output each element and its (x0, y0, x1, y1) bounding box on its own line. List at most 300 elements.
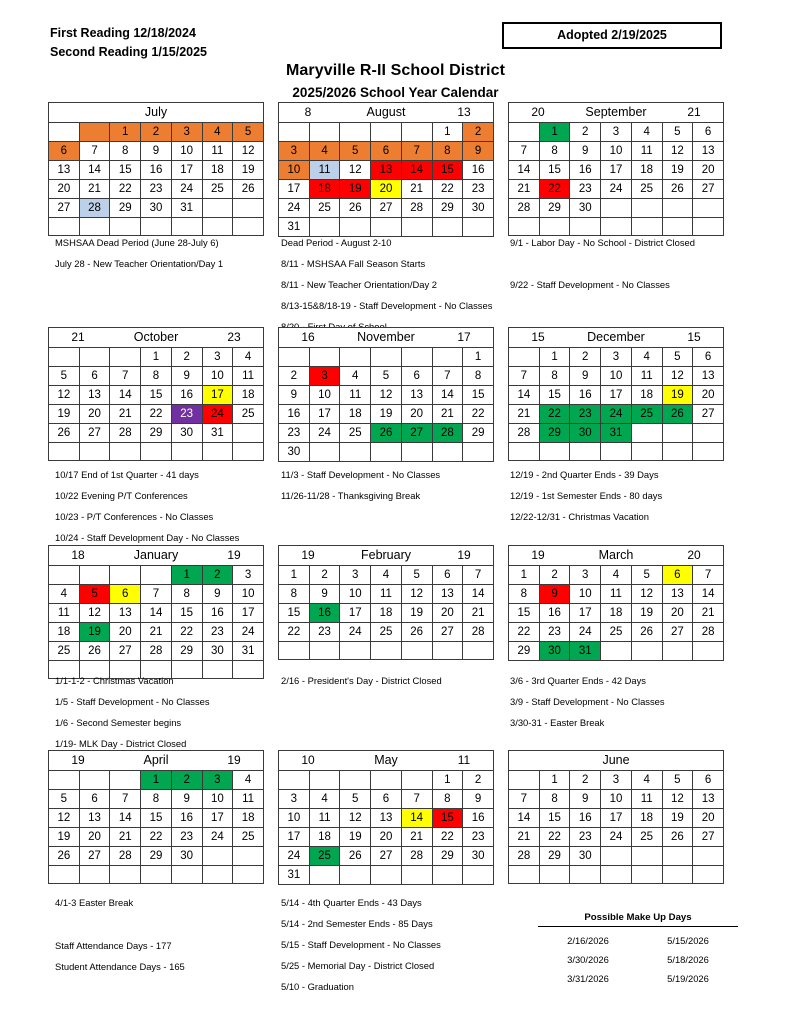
day-cell[interactable]: 28 (693, 623, 724, 642)
day-cell[interactable]: 12 (79, 604, 110, 623)
day-cell[interactable]: 7 (79, 142, 110, 161)
day-cell[interactable]: 14 (79, 161, 110, 180)
day-cell[interactable]: 24 (279, 847, 310, 866)
day-cell[interactable]: 30 (463, 199, 494, 218)
day-cell[interactable]: 10 (202, 367, 233, 386)
day-cell[interactable]: 31 (171, 199, 202, 218)
day-cell[interactable]: 26 (631, 623, 662, 642)
day-cell[interactable]: 9 (279, 386, 310, 405)
day-cell[interactable]: 1 (509, 566, 540, 585)
day-cell[interactable]: 27 (693, 828, 724, 847)
day-cell[interactable]: 13 (693, 367, 724, 386)
day-cell[interactable]: 25 (601, 623, 632, 642)
day-cell[interactable]: 17 (233, 604, 264, 623)
day-cell[interactable]: 26 (371, 424, 402, 443)
day-cell[interactable]: 10 (171, 142, 202, 161)
day-cell[interactable]: 21 (509, 828, 540, 847)
day-cell[interactable]: 26 (340, 199, 371, 218)
day-cell[interactable]: 17 (340, 604, 371, 623)
day-cell[interactable]: 3 (570, 566, 601, 585)
day-cell[interactable]: 8 (279, 585, 310, 604)
day-cell[interactable]: 29 (539, 847, 570, 866)
day-cell[interactable]: 30 (171, 424, 202, 443)
day-cell[interactable]: 14 (509, 386, 540, 405)
day-cell[interactable]: 22 (110, 180, 141, 199)
day-cell[interactable]: 3 (279, 142, 310, 161)
day-cell[interactable]: 10 (279, 809, 310, 828)
day-cell[interactable]: 18 (309, 828, 340, 847)
day-cell[interactable]: 11 (631, 367, 662, 386)
day-cell[interactable]: 4 (631, 123, 662, 142)
day-cell[interactable]: 2 (539, 566, 570, 585)
day-cell[interactable]: 9 (309, 585, 340, 604)
day-cell[interactable]: 16 (141, 161, 172, 180)
day-cell[interactable]: 8 (110, 142, 141, 161)
day-cell[interactable]: 12 (233, 142, 264, 161)
day-cell[interactable]: 6 (693, 771, 724, 790)
day-cell[interactable]: 16 (463, 161, 494, 180)
day-cell[interactable]: 1 (539, 348, 570, 367)
day-cell[interactable]: 18 (631, 809, 662, 828)
day-cell[interactable]: 21 (110, 405, 141, 424)
day-cell[interactable]: 23 (570, 828, 601, 847)
day-cell[interactable]: 5 (79, 585, 110, 604)
day-cell[interactable]: 23 (309, 623, 340, 642)
day-cell[interactable]: 13 (49, 161, 80, 180)
day-cell[interactable]: 31 (202, 424, 233, 443)
day-cell[interactable]: 26 (233, 180, 264, 199)
day-cell[interactable]: 30 (463, 847, 494, 866)
day-cell[interactable]: 24 (309, 424, 340, 443)
day-cell[interactable]: 2 (141, 123, 172, 142)
day-cell[interactable]: 23 (463, 180, 494, 199)
day-cell[interactable]: 15 (463, 386, 494, 405)
day-cell[interactable]: 25 (631, 180, 662, 199)
day-cell[interactable]: 11 (340, 386, 371, 405)
day-cell[interactable]: 6 (693, 123, 724, 142)
day-cell[interactable]: 12 (371, 386, 402, 405)
day-cell[interactable]: 26 (401, 623, 432, 642)
day-cell[interactable]: 17 (601, 386, 632, 405)
day-cell[interactable]: 28 (509, 847, 540, 866)
day-cell[interactable]: 22 (432, 828, 463, 847)
day-cell[interactable]: 28 (401, 847, 432, 866)
day-cell[interactable]: 23 (539, 623, 570, 642)
day-cell[interactable]: 29 (463, 424, 494, 443)
day-cell[interactable]: 14 (401, 809, 432, 828)
day-cell[interactable]: 7 (401, 142, 432, 161)
day-cell[interactable]: 21 (401, 180, 432, 199)
day-cell[interactable]: 20 (662, 604, 693, 623)
day-cell[interactable]: 18 (340, 405, 371, 424)
day-cell[interactable]: 10 (570, 585, 601, 604)
day-cell[interactable]: 2 (202, 566, 233, 585)
day-cell[interactable]: 8 (171, 585, 202, 604)
day-cell[interactable]: 9 (141, 142, 172, 161)
day-cell[interactable]: 3 (202, 771, 233, 790)
day-cell[interactable]: 14 (509, 161, 540, 180)
day-cell[interactable]: 6 (693, 348, 724, 367)
day-cell[interactable]: 24 (601, 180, 632, 199)
day-cell[interactable]: 28 (509, 424, 540, 443)
day-cell[interactable]: 1 (279, 566, 310, 585)
day-cell[interactable]: 21 (79, 180, 110, 199)
day-cell[interactable]: 24 (601, 828, 632, 847)
day-cell[interactable]: 11 (601, 585, 632, 604)
day-cell[interactable]: 16 (171, 386, 202, 405)
day-cell[interactable]: 14 (110, 809, 141, 828)
day-cell[interactable]: 16 (570, 386, 601, 405)
day-cell[interactable]: 19 (662, 386, 693, 405)
day-cell[interactable]: 7 (432, 367, 463, 386)
day-cell[interactable]: 8 (141, 367, 172, 386)
day-cell[interactable]: 20 (49, 180, 80, 199)
day-cell[interactable]: 1 (539, 771, 570, 790)
day-cell[interactable]: 4 (631, 348, 662, 367)
day-cell[interactable]: 16 (279, 405, 310, 424)
day-cell[interactable]: 4 (631, 771, 662, 790)
day-cell[interactable]: 27 (79, 847, 110, 866)
day-cell[interactable]: 19 (371, 405, 402, 424)
day-cell[interactable]: 20 (79, 405, 110, 424)
day-cell[interactable]: 8 (539, 142, 570, 161)
day-cell[interactable]: 11 (233, 367, 264, 386)
day-cell[interactable]: 6 (432, 566, 463, 585)
day-cell[interactable]: 19 (233, 161, 264, 180)
day-cell[interactable]: 28 (509, 199, 540, 218)
day-cell[interactable]: 4 (202, 123, 233, 142)
day-cell[interactable]: 22 (141, 405, 172, 424)
day-cell[interactable]: 23 (202, 623, 233, 642)
day-cell[interactable]: 13 (79, 386, 110, 405)
day-cell[interactable]: 11 (233, 790, 264, 809)
day-cell[interactable]: 13 (401, 386, 432, 405)
day-cell[interactable]: 17 (309, 405, 340, 424)
day-cell[interactable]: 12 (49, 386, 80, 405)
day-cell[interactable]: 18 (309, 180, 340, 199)
day-cell[interactable]: 20 (371, 828, 402, 847)
day-cell[interactable]: 16 (570, 161, 601, 180)
day-cell[interactable]: 20 (693, 386, 724, 405)
day-cell[interactable]: 5 (662, 348, 693, 367)
day-cell[interactable]: 19 (631, 604, 662, 623)
day-cell[interactable]: 22 (432, 180, 463, 199)
day-cell[interactable]: 26 (49, 424, 80, 443)
day-cell[interactable]: 10 (233, 585, 264, 604)
day-cell[interactable]: 27 (110, 642, 141, 661)
day-cell[interactable]: 10 (340, 585, 371, 604)
day-cell[interactable]: 29 (509, 642, 540, 661)
day-cell[interactable]: 14 (509, 809, 540, 828)
day-cell[interactable]: 20 (432, 604, 463, 623)
day-cell[interactable]: 10 (309, 386, 340, 405)
day-cell[interactable]: 4 (371, 566, 402, 585)
day-cell[interactable]: 28 (110, 847, 141, 866)
day-cell[interactable]: 24 (570, 623, 601, 642)
day-cell[interactable]: 6 (49, 142, 80, 161)
day-cell[interactable]: 26 (49, 847, 80, 866)
day-cell[interactable]: 13 (662, 585, 693, 604)
day-cell[interactable]: 23 (570, 180, 601, 199)
day-cell[interactable]: 15 (141, 809, 172, 828)
day-cell[interactable]: 15 (539, 161, 570, 180)
day-cell[interactable]: 1 (141, 348, 172, 367)
day-cell[interactable]: 5 (49, 790, 80, 809)
day-cell[interactable]: 4 (340, 367, 371, 386)
day-cell[interactable]: 1 (110, 123, 141, 142)
day-cell[interactable]: 12 (662, 142, 693, 161)
day-cell[interactable]: 11 (202, 142, 233, 161)
day-cell[interactable]: 22 (539, 405, 570, 424)
day-cell[interactable]: 4 (309, 142, 340, 161)
day-cell[interactable]: 30 (570, 847, 601, 866)
day-cell[interactable]: 4 (601, 566, 632, 585)
day-cell[interactable]: 8 (141, 790, 172, 809)
day-cell[interactable]: 7 (110, 367, 141, 386)
day-cell[interactable]: 20 (371, 180, 402, 199)
day-cell[interactable]: 3 (202, 348, 233, 367)
day-cell[interactable]: 22 (539, 828, 570, 847)
day-cell[interactable]: 28 (141, 642, 172, 661)
day-cell[interactable]: 13 (79, 809, 110, 828)
day-cell[interactable]: 5 (233, 123, 264, 142)
day-cell[interactable]: 30 (202, 642, 233, 661)
day-cell[interactable]: 11 (309, 161, 340, 180)
day-cell[interactable]: 12 (662, 790, 693, 809)
day-cell[interactable]: 28 (401, 199, 432, 218)
day-cell[interactable]: 3 (171, 123, 202, 142)
day-cell[interactable]: 24 (202, 405, 233, 424)
day-cell[interactable]: 3 (279, 790, 310, 809)
day-cell[interactable]: 17 (279, 180, 310, 199)
day-cell[interactable]: 2 (279, 367, 310, 386)
day-cell[interactable]: 4 (49, 585, 80, 604)
day-cell[interactable]: 29 (539, 199, 570, 218)
day-cell[interactable]: 4 (309, 790, 340, 809)
day-cell[interactable]: 8 (463, 367, 494, 386)
day-cell[interactable]: 6 (110, 585, 141, 604)
day-cell[interactable]: 22 (509, 623, 540, 642)
day-cell[interactable]: 25 (233, 828, 264, 847)
day-cell[interactable]: 8 (432, 142, 463, 161)
day-cell[interactable]: 21 (509, 405, 540, 424)
day-cell[interactable]: 27 (401, 424, 432, 443)
day-cell[interactable]: 27 (79, 424, 110, 443)
day-cell[interactable]: 9 (539, 585, 570, 604)
day-cell[interactable]: 1 (463, 348, 494, 367)
day-cell[interactable]: 31 (279, 218, 310, 237)
day-cell[interactable]: 21 (693, 604, 724, 623)
day-cell[interactable]: 13 (693, 790, 724, 809)
day-cell[interactable]: 13 (371, 809, 402, 828)
day-cell[interactable]: 10 (279, 161, 310, 180)
day-cell[interactable]: 11 (631, 142, 662, 161)
day-cell[interactable]: 15 (110, 161, 141, 180)
day-cell[interactable]: 5 (631, 566, 662, 585)
day-cell[interactable]: 30 (570, 424, 601, 443)
day-cell[interactable]: 6 (662, 566, 693, 585)
day-cell[interactable]: 24 (233, 623, 264, 642)
day-cell[interactable]: 8 (432, 790, 463, 809)
day-cell[interactable]: 19 (662, 809, 693, 828)
day-cell[interactable]: 28 (463, 623, 494, 642)
day-cell[interactable]: 29 (539, 424, 570, 443)
day-cell[interactable]: 8 (509, 585, 540, 604)
day-cell[interactable]: 5 (662, 771, 693, 790)
day-cell[interactable]: 1 (539, 123, 570, 142)
day-cell[interactable]: 16 (202, 604, 233, 623)
day-cell[interactable]: 5 (371, 367, 402, 386)
day-cell[interactable]: 11 (309, 809, 340, 828)
day-cell[interactable]: 12 (401, 585, 432, 604)
day-cell[interactable]: 18 (601, 604, 632, 623)
day-cell[interactable]: 13 (693, 142, 724, 161)
day-cell[interactable]: 5 (49, 367, 80, 386)
day-cell[interactable]: 2 (570, 348, 601, 367)
day-cell[interactable]: 7 (463, 566, 494, 585)
day-cell[interactable]: 7 (141, 585, 172, 604)
day-cell[interactable]: 17 (601, 809, 632, 828)
day-cell[interactable]: 2 (171, 348, 202, 367)
day-cell[interactable]: 24 (202, 828, 233, 847)
day-cell[interactable]: 9 (202, 585, 233, 604)
day-cell[interactable]: 5 (340, 790, 371, 809)
day-cell[interactable]: 30 (570, 199, 601, 218)
day-cell[interactable]: 11 (371, 585, 402, 604)
day-cell[interactable]: 25 (340, 424, 371, 443)
day-cell[interactable]: 27 (371, 847, 402, 866)
day-cell[interactable]: 14 (141, 604, 172, 623)
day-cell[interactable]: 27 (371, 199, 402, 218)
day-cell[interactable]: 26 (79, 642, 110, 661)
day-cell[interactable]: 28 (110, 424, 141, 443)
day-cell[interactable]: 31 (570, 642, 601, 661)
day-cell[interactable]: 6 (79, 790, 110, 809)
day-cell[interactable]: 7 (693, 566, 724, 585)
day-cell[interactable]: 14 (432, 386, 463, 405)
day-cell[interactable]: 10 (601, 790, 632, 809)
day-cell[interactable]: 27 (49, 199, 80, 218)
day-cell[interactable]: 26 (662, 180, 693, 199)
day-cell[interactable]: 27 (662, 623, 693, 642)
day-cell[interactable]: 7 (401, 790, 432, 809)
day-cell[interactable]: 12 (662, 367, 693, 386)
day-cell[interactable]: 30 (171, 847, 202, 866)
day-cell[interactable]: 15 (432, 809, 463, 828)
day-cell[interactable]: 23 (171, 405, 202, 424)
day-cell[interactable]: 22 (171, 623, 202, 642)
day-cell[interactable]: 19 (49, 405, 80, 424)
day-cell[interactable]: 9 (570, 790, 601, 809)
day-cell[interactable]: 19 (79, 623, 110, 642)
day-cell[interactable]: 5 (401, 566, 432, 585)
day-cell[interactable]: 15 (509, 604, 540, 623)
day-cell[interactable]: 29 (141, 424, 172, 443)
day-cell[interactable]: 17 (202, 386, 233, 405)
day-cell[interactable]: 21 (141, 623, 172, 642)
day-cell[interactable]: 26 (340, 847, 371, 866)
day-cell[interactable]: 2 (570, 771, 601, 790)
day-cell[interactable]: 25 (202, 180, 233, 199)
day-cell[interactable]: 19 (662, 161, 693, 180)
day-cell[interactable]: 8 (539, 367, 570, 386)
day-cell[interactable]: 16 (171, 809, 202, 828)
day-cell[interactable]: 15 (279, 604, 310, 623)
day-cell[interactable]: 17 (171, 161, 202, 180)
day-cell[interactable]: 20 (401, 405, 432, 424)
day-cell[interactable]: 25 (309, 847, 340, 866)
day-cell[interactable]: 26 (662, 405, 693, 424)
day-cell[interactable]: 3 (601, 348, 632, 367)
day-cell[interactable]: 3 (309, 367, 340, 386)
day-cell[interactable]: 18 (233, 809, 264, 828)
day-cell[interactable]: 16 (309, 604, 340, 623)
day-cell[interactable]: 29 (171, 642, 202, 661)
day-cell[interactable]: 15 (539, 809, 570, 828)
day-cell[interactable]: 18 (233, 386, 264, 405)
day-cell[interactable]: 30 (141, 199, 172, 218)
day-cell[interactable]: 21 (401, 828, 432, 847)
day-cell[interactable]: 18 (202, 161, 233, 180)
day-cell[interactable]: 20 (693, 161, 724, 180)
day-cell[interactable]: 9 (171, 790, 202, 809)
day-cell[interactable]: 29 (141, 847, 172, 866)
day-cell[interactable]: 23 (141, 180, 172, 199)
day-cell[interactable]: 10 (202, 790, 233, 809)
day-cell[interactable]: 9 (171, 367, 202, 386)
day-cell[interactable]: 14 (401, 161, 432, 180)
day-cell[interactable]: 9 (570, 367, 601, 386)
day-cell[interactable]: 13 (432, 585, 463, 604)
day-cell[interactable]: 4 (233, 771, 264, 790)
day-cell[interactable]: 13 (371, 161, 402, 180)
day-cell[interactable]: 9 (570, 142, 601, 161)
day-cell[interactable]: 2 (570, 123, 601, 142)
day-cell[interactable]: 28 (79, 199, 110, 218)
day-cell[interactable]: 20 (79, 828, 110, 847)
day-cell[interactable]: 24 (171, 180, 202, 199)
day-cell[interactable]: 29 (432, 847, 463, 866)
day-cell[interactable]: 12 (49, 809, 80, 828)
day-cell[interactable]: 9 (463, 142, 494, 161)
day-cell[interactable]: 23 (463, 828, 494, 847)
day-cell[interactable]: 29 (432, 199, 463, 218)
day-cell[interactable]: 24 (279, 199, 310, 218)
day-cell[interactable]: 7 (110, 790, 141, 809)
day-cell[interactable]: 16 (570, 809, 601, 828)
day-cell[interactable]: 12 (631, 585, 662, 604)
day-cell[interactable]: 30 (539, 642, 570, 661)
day-cell[interactable]: 15 (432, 161, 463, 180)
day-cell[interactable]: 16 (539, 604, 570, 623)
day-cell[interactable]: 12 (340, 161, 371, 180)
day-cell[interactable]: 16 (463, 809, 494, 828)
day-cell[interactable]: 15 (539, 386, 570, 405)
day-cell[interactable]: 8 (539, 790, 570, 809)
day-cell[interactable]: 20 (693, 809, 724, 828)
day-cell[interactable]: 6 (371, 142, 402, 161)
day-cell[interactable]: 25 (49, 642, 80, 661)
day-cell[interactable]: 3 (340, 566, 371, 585)
day-cell[interactable]: 5 (340, 142, 371, 161)
day-cell[interactable]: 17 (202, 809, 233, 828)
day-cell[interactable]: 10 (601, 142, 632, 161)
day-cell[interactable]: 11 (631, 790, 662, 809)
day-cell[interactable]: 21 (509, 180, 540, 199)
day-cell[interactable]: 3 (601, 771, 632, 790)
day-cell[interactable]: 12 (340, 809, 371, 828)
day-cell[interactable]: 25 (631, 405, 662, 424)
